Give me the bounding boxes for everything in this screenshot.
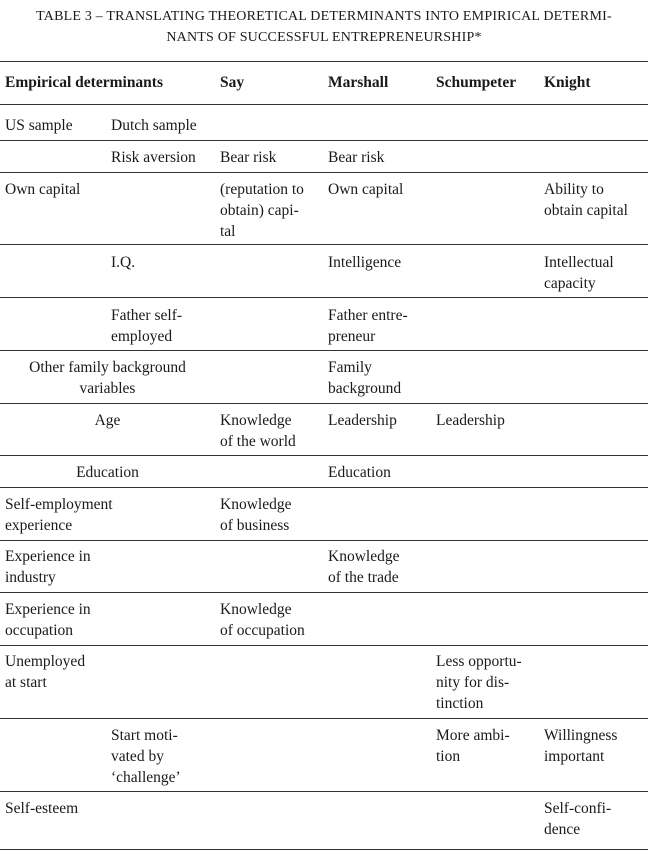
cell-say: Knowledge of occupation [220,601,305,639]
cell-say: Knowledge of the world [220,412,296,450]
cell-dutch-sample: I.Q. [111,254,136,271]
cell-marshall: Intelligence [328,254,402,271]
cell-both-samples: Education [76,464,139,481]
cell-us-sample: Self-esteem [5,800,79,817]
cell-marshall: Knowledge of the trade [328,548,400,586]
table-caption-line-1: TABLE 3 – TRANSLATING THEORETICAL DETERMINANTS INTO EMPIRICAL DETERMI- [36,9,612,24]
row-divider [0,350,648,351]
cell-knight: Willingness important [544,727,618,765]
cell-knight: Ability to obtain capital [544,181,628,219]
cell-dutch-sample: Risk aversion [111,149,196,166]
cell-schumpeter: Leadership [436,412,505,429]
table-top-rule [0,61,648,62]
cell-marshall: Leadership [328,412,397,429]
row-divider [0,540,648,541]
cell-marshall: Family background [328,359,402,397]
cell-us-sample: Self-employment experience [5,496,113,534]
table-bottom-rule [0,849,648,850]
cell-us-sample: US sample [5,117,73,134]
row-divider [0,455,648,456]
cell-marshall: Own capital [328,181,404,198]
cell-dutch-sample: Dutch sample [111,117,197,134]
cell-say: Knowledge of business [220,496,292,534]
cell-schumpeter: More ambi- tion [436,727,510,765]
cell-say: (reputation to obtain) capi- tal [220,181,304,240]
cell-dutch-sample: Start moti- vated by ‘challenge’ [111,727,181,786]
cell-knight: Intellectual capacity [544,254,614,292]
row-divider [0,791,648,792]
table-header-rule [0,104,648,105]
cell-both-samples: Other family background variables [29,359,186,397]
cell-marshall: Bear risk [328,149,385,166]
cell-us-sample: Experience in industry [5,548,91,586]
header-schumpeter: Schumpeter [436,74,517,91]
row-divider [0,645,648,646]
cell-knight: Self-confi- dence [544,800,612,838]
row-divider [0,297,648,298]
cell-both-samples: Age [94,412,121,429]
cell-marshall: Father entre- preneur [328,307,408,345]
row-divider [0,592,648,593]
header-marshall: Marshall [328,74,389,91]
row-divider [0,140,648,141]
cell-say: Bear risk [220,149,277,166]
header-say: Say [220,74,245,91]
row-divider [0,244,648,245]
cell-dutch-sample: Father self- employed [111,307,183,345]
table-caption [0,6,648,48]
header-knight: Knight [544,74,591,91]
cell-marshall: Education [328,464,391,481]
cell-us-sample: Experience in occupation [5,601,91,639]
header-empirical-determinants: Empirical determinants [5,74,163,91]
cell-us-sample: Unemployed at start [5,653,86,691]
row-divider [0,403,648,404]
row-divider [0,172,648,173]
cell-schumpeter: Less opportu- nity for dis- tinction [436,653,522,712]
row-divider [0,718,648,719]
cell-us-sample: Own capital [5,181,81,198]
table-caption-line-2: NANTS OF SUCCESSFUL ENTREPRENEURSHIP* [166,30,482,45]
row-divider [0,487,648,488]
